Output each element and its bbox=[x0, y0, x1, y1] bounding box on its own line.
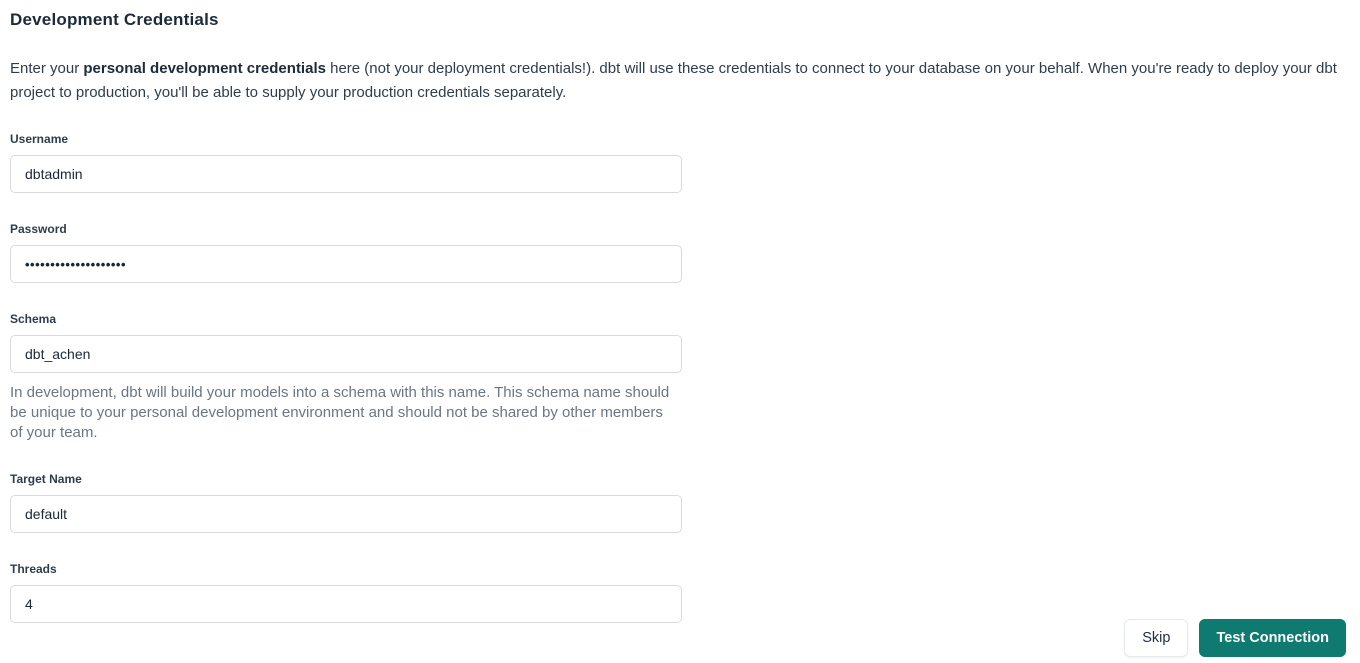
page-title: Development Credentials bbox=[10, 10, 219, 29]
threads-input[interactable] bbox=[10, 585, 682, 623]
password-field-group bbox=[10, 222, 682, 283]
schema-label: Schema bbox=[10, 312, 57, 326]
password-input[interactable] bbox=[10, 245, 682, 283]
target-name-field-group bbox=[10, 472, 682, 533]
intro-prefix: Enter your bbox=[10, 60, 84, 77]
password-label: Password bbox=[10, 222, 67, 236]
username-field-group bbox=[10, 132, 682, 193]
intro-suffix: here (not your deployment credentials!). dbt will use these credentials to connect to your database on your behalf. When you're ready to deploy your dbt project to production, you'll be able to supply your production credentials separately. bbox=[10, 60, 1337, 101]
target-name-input[interactable] bbox=[10, 495, 682, 533]
test-connection-button[interactable]: Test Connection bbox=[1199, 619, 1346, 657]
intro-bold: personal development credentials bbox=[83, 60, 326, 77]
username-label: Username bbox=[10, 132, 69, 146]
schema-field-group bbox=[10, 312, 682, 443]
threads-field-group bbox=[10, 562, 682, 623]
schema-input[interactable] bbox=[10, 335, 682, 373]
credentials-form bbox=[10, 132, 682, 623]
schema-help-text: In development, dbt will build your models into a schema with this name. This schema name should be unique to your personal development environment and should not be shared by other members of your team. bbox=[10, 384, 670, 441]
intro-text bbox=[10, 57, 1346, 105]
skip-button[interactable]: Skip bbox=[1124, 619, 1188, 657]
footer-actions bbox=[1124, 619, 1346, 657]
threads-label: Threads bbox=[10, 562, 57, 576]
username-input[interactable] bbox=[10, 155, 682, 193]
target-name-label: Target Name bbox=[10, 472, 82, 486]
